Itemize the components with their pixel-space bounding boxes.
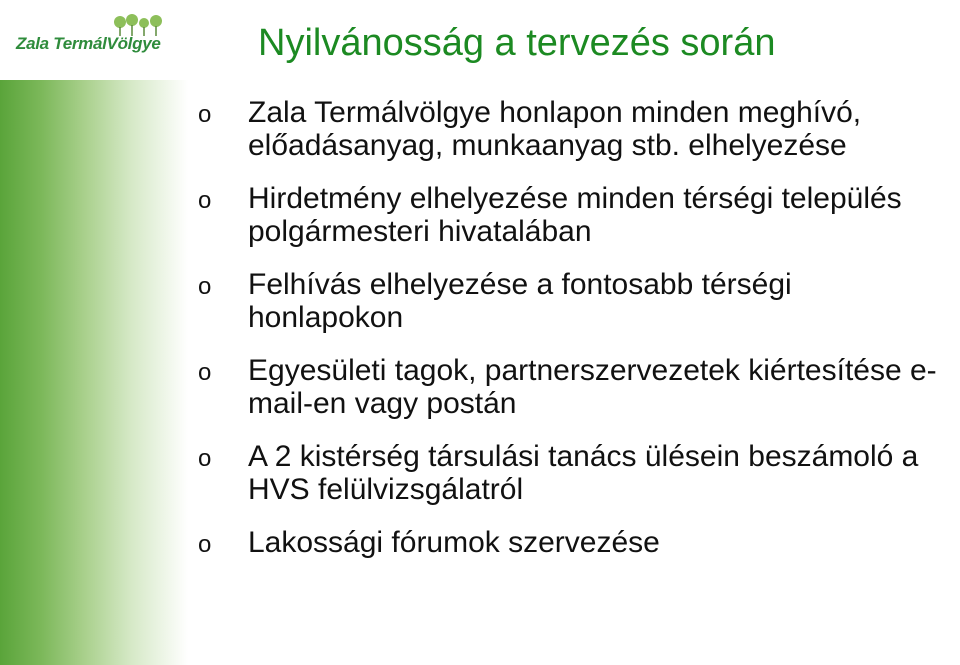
bullet-marker: o bbox=[198, 187, 212, 214]
logo-area bbox=[0, 0, 188, 80]
bullet-marker: o bbox=[198, 101, 212, 128]
bullet-list bbox=[198, 96, 948, 579]
bullet-text: Lakossági fórumok szervezése bbox=[248, 526, 660, 559]
bullet-text: Hirdetmény elhelyezése minden térségi település polgármesteri hivatalában bbox=[248, 182, 902, 248]
bullet-text: Felhívás elhelyezése a fontosabb térségi honlapokon bbox=[248, 268, 792, 334]
bullet-item bbox=[198, 526, 948, 559]
bullet-marker: o bbox=[198, 531, 212, 558]
bullet-text: Egyesületi tagok, partnerszervezetek kiértesítése e-mail-en vagy postán bbox=[248, 354, 937, 420]
bullet-item bbox=[198, 96, 948, 162]
logo bbox=[16, 14, 176, 64]
bullet-text: A 2 kistérség társulási tanács ülésein beszámoló a HVS felülvizsgálatról bbox=[248, 440, 919, 506]
bullet-item bbox=[198, 182, 948, 248]
bullet-text: Zala Termálvölgye honlapon minden meghívó, előadásanyag, munkaanyag stb. elhelyezése bbox=[248, 96, 862, 162]
slide-title: Nyilvánosság a tervezés során bbox=[258, 22, 776, 64]
bullet-item bbox=[198, 440, 948, 506]
sidebar-gradient bbox=[0, 0, 188, 665]
logo-text: Zala TermálVölgye bbox=[16, 34, 161, 53]
bullet-item bbox=[198, 354, 948, 420]
bullet-marker: o bbox=[198, 445, 212, 472]
bullet-marker: o bbox=[198, 359, 212, 386]
bullet-marker: o bbox=[198, 273, 212, 300]
bullet-item bbox=[198, 268, 948, 334]
